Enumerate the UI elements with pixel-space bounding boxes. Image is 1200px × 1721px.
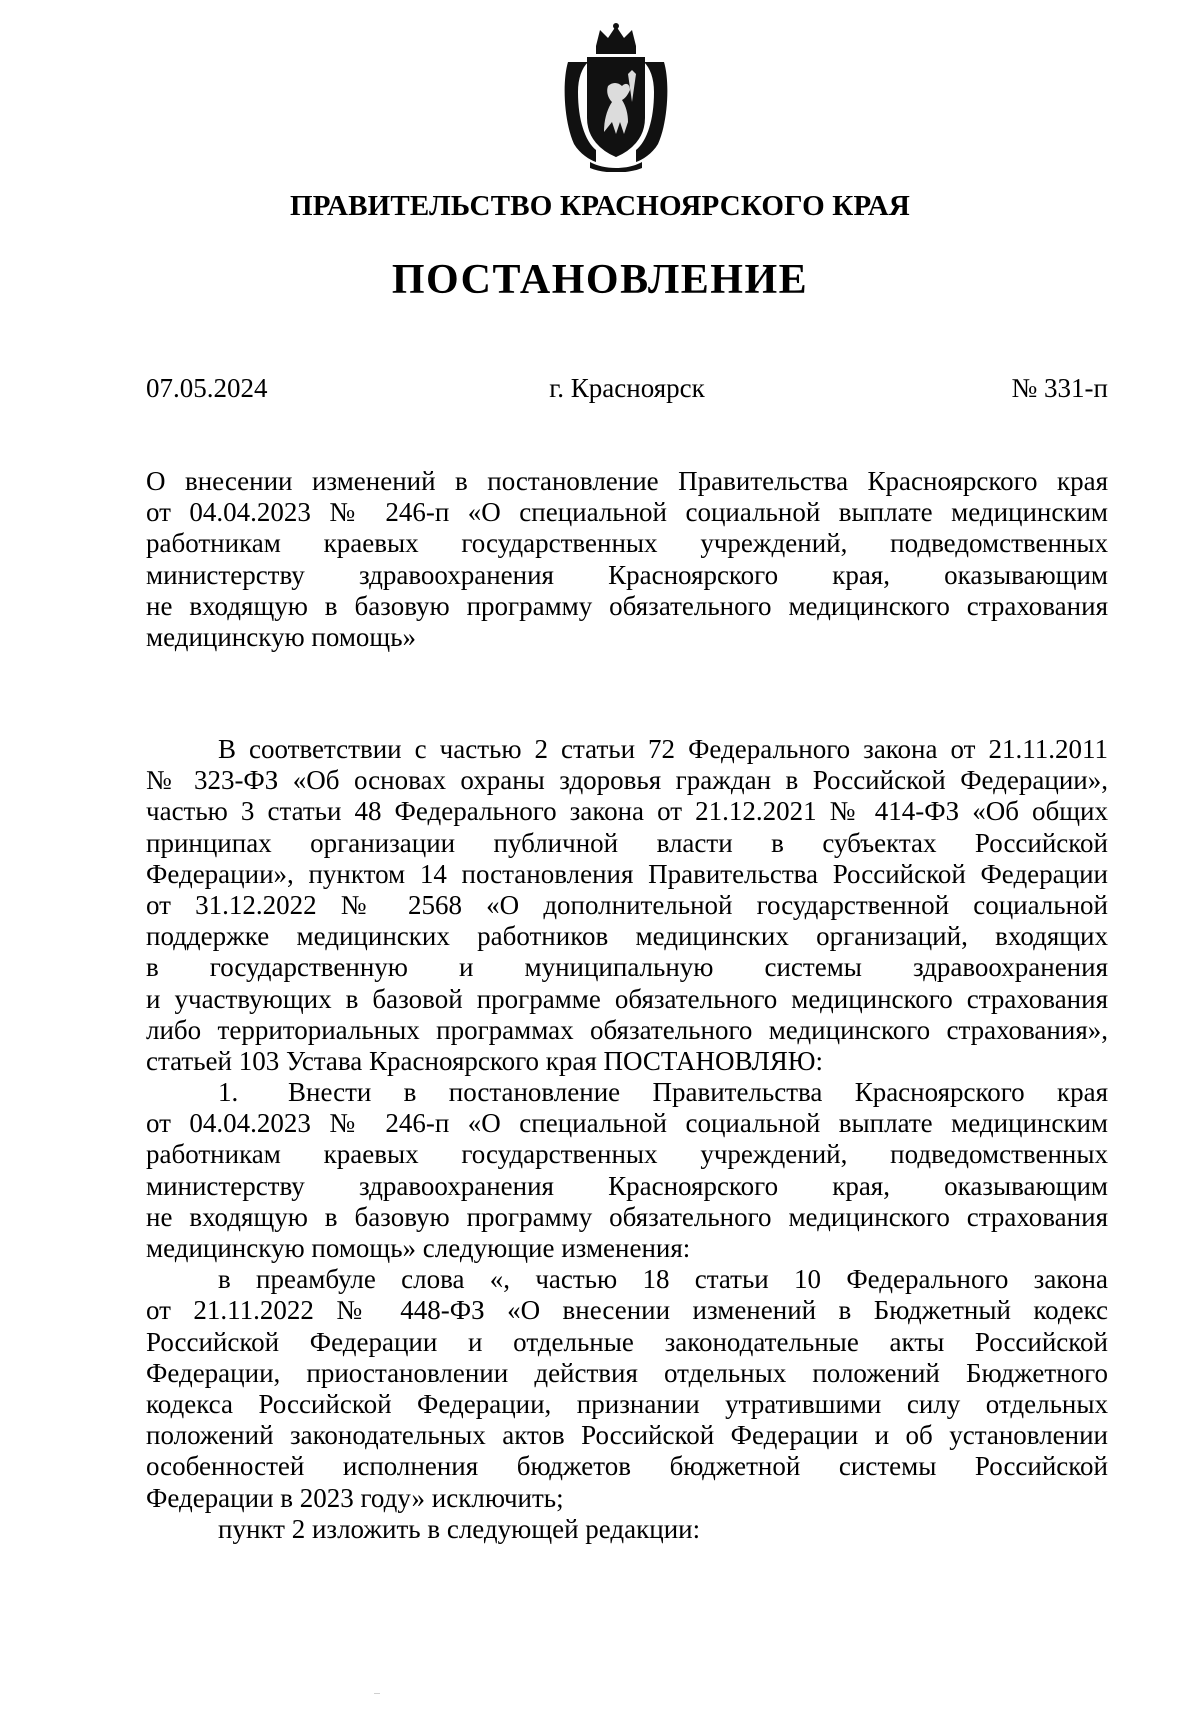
body-line: частью 3 статьи 48 Федерального закона от 21.12.2021 № 414-ФЗ «Об общих	[146, 796, 1108, 827]
body-line: поддержке медицинских работников медицинских организаций, входящих	[146, 921, 1108, 952]
subject-line: министерству здравоохранения Красноярского края, оказывающим	[146, 559, 1108, 590]
body-line: пункт 2 изложить в следующей редакции:	[218, 1513, 701, 1544]
body-line: либо территориальных программах обязательного медицинского страхования»,	[146, 1014, 1108, 1045]
scan-artifact	[374, 1693, 380, 1694]
body-line: принципах организации публичной власти в субъектах Российской	[146, 827, 1108, 858]
subject-line: О внесении изменений в постановление Правительства Красноярского края	[146, 466, 1108, 496]
subject-line: не входящую в базовую программу обязательного медицинского страхования	[146, 590, 1108, 621]
body-line-text: Внести в постановление Правительства Красноярского края	[288, 1077, 1108, 1108]
body-line: положений законодательных актов Российской Федерации и об установлении	[146, 1420, 1108, 1451]
body-line: министерству здравоохранения Красноярского края, оказывающим	[146, 1170, 1108, 1201]
body-line: в государственную и муниципальную системы здравоохранения	[146, 952, 1108, 983]
organization-title: ПРАВИТЕЛЬСТВО КРАСНОЯРСКОГО КРАЯ	[289, 190, 911, 222]
subject-line: медицинскую помощь»	[146, 621, 417, 652]
document-city: г. Красноярск	[549, 373, 705, 403]
coat-of-arms-icon	[560, 22, 672, 172]
body-line: Федерации, приостановлении действия отдельных положений Бюджетного	[146, 1357, 1108, 1388]
body-line: медицинскую помощь» следующие изменения:	[146, 1233, 691, 1263]
body-line: № 323-ФЗ «Об основах охраны здоровья граждан в Российской Федерации»,	[146, 765, 1108, 796]
body-line: особенностей исполнения бюджетов бюджетной системы Российской	[146, 1451, 1108, 1482]
document-type-title: ПОСТАНОВЛЕНИЕ	[391, 257, 809, 303]
body-line: в преамбуле слова «, частью 18 статьи 10 Федерального закона	[218, 1264, 1108, 1295]
body-line: не входящую в базовую программу обязательного медицинского страхования	[146, 1201, 1108, 1232]
body-line: и участвующих в базовой программе обязательного медицинского страхования	[146, 983, 1108, 1014]
document-meta	[146, 373, 1108, 407]
body-item-line	[146, 1077, 1108, 1108]
document-number: № 331-п	[1011, 373, 1108, 403]
body-line: от 21.11.2022 № 448-ФЗ «О внесении изменений в Бюджетный кодекс	[146, 1295, 1108, 1326]
body-line: В соответствии с частью 2 статьи 72 Федерального закона от 21.11.2011	[218, 734, 1108, 764]
subject-line: работникам краевых государственных учреждений, подведомственных	[146, 528, 1108, 559]
document-body	[146, 734, 1108, 1545]
body-line: статьей 103 Устава Красноярского края ПОСТАНОВЛЯЮ:	[146, 1045, 824, 1076]
body-line: Федерации», пунктом 14 постановления Правительства Российской Федерации	[146, 858, 1108, 889]
body-line: кодекса Российской Федерации, признании утратившими силу отдельных	[146, 1388, 1108, 1419]
body-line: от 04.04.2023 № 246-п «О специальной социальной выплате медицинским	[146, 1108, 1108, 1139]
body-line: Федерации в 2023 году» исключить;	[146, 1482, 564, 1513]
item-number: 1.	[218, 1077, 239, 1108]
document-date: 07.05.2024	[146, 373, 268, 403]
body-line: работникам краевых государственных учреждений, подведомственных	[146, 1139, 1108, 1170]
body-line: Российской Федерации и отдельные законодательные акты Российской	[146, 1326, 1108, 1357]
subject-line: от 04.04.2023 № 246-п «О специальной социальной выплате медицинским	[146, 497, 1108, 528]
document-subject	[146, 466, 1108, 653]
body-line: от 31.12.2022 № 2568 «О дополнительной государственной социальной	[146, 889, 1108, 920]
